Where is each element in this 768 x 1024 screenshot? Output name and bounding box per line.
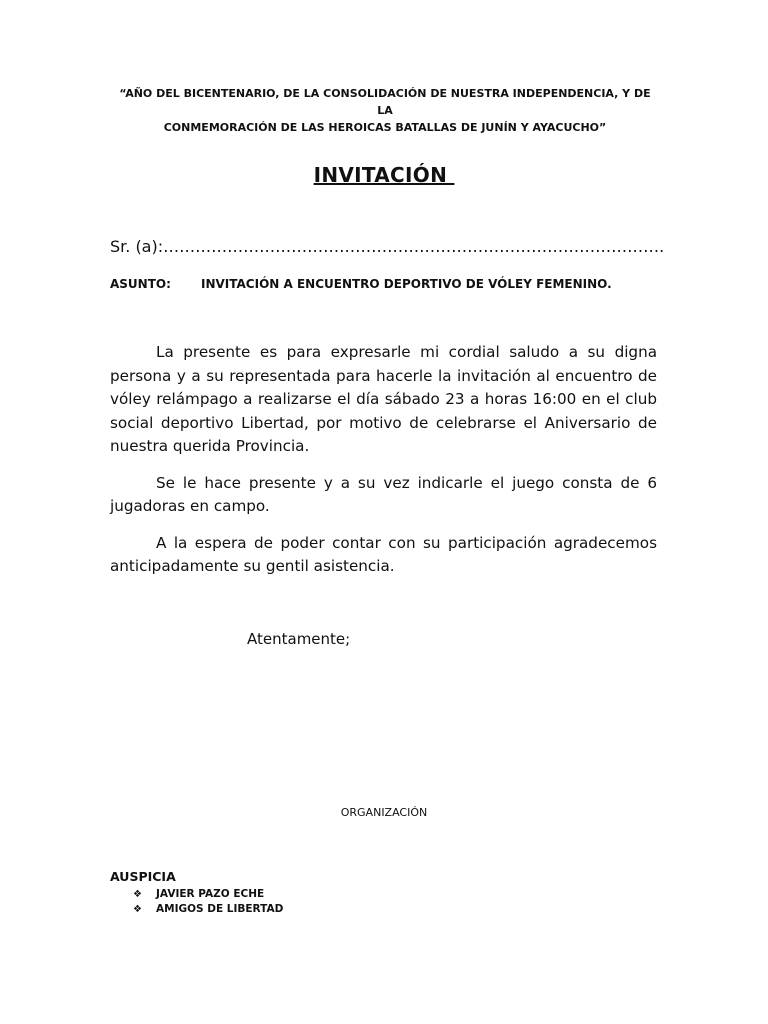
organization-signature: ORGANIZACIÓN — [340, 806, 428, 819]
closing-salutation: Atentamente; — [247, 630, 351, 648]
body-paragraph-2: Se le hace presente y a su vez indicarle el juego consta de 6 jugadoras en campo. — [110, 473, 657, 515]
subject-text: INVITACIÓN A ENCUENTRO DEPORTIVO DE VÓLEY FEMENINO. — [201, 277, 612, 291]
sponsor-name: AMIGOS DE LIBERTAD — [156, 903, 284, 915]
body-paragraph-1: La presente es para expresarle mi cordial saludo a su digna persona y a su representada para hacerle la invitación al encuentro de vóley relámpago a realizarse el día sábado 23 a horas 16:00 en el club social deportivo Libertad, por motivo de celebrarse el Aniversario de nuestra querida Provincia. — [110, 343, 657, 455]
year-motto-line-2: CONMEMORACIÓN DE LAS HEROICAS BATALLAS DE JUNÍN Y AYACUCHO” — [163, 121, 607, 134]
list-item — [133, 887, 283, 902]
recipient-line: Sr. (a):…………………………………………………………………………………. — [110, 237, 665, 256]
list-item — [133, 902, 283, 917]
diamond-bullet-icon: ❖ — [133, 904, 142, 915]
body-paragraph-3: A la espera de poder contar con su participación agradecemos anticipadamente su gentil asistencia. — [110, 533, 657, 575]
diamond-bullet-icon: ❖ — [133, 889, 142, 900]
sponsor-list — [133, 887, 283, 917]
sponsor-heading: AUSPICIA — [110, 869, 176, 884]
letter-body — [110, 341, 657, 592]
subject-label: ASUNTO: — [110, 277, 171, 291]
year-motto — [110, 85, 660, 136]
document-title: INVITACIÓN — [313, 163, 455, 187]
year-motto-line-1: “AÑO DEL BICENTENARIO, DE LA CONSOLIDACIÓN DE NUESTRA INDEPENDENCIA, Y DE LA — [119, 87, 651, 117]
sponsor-name: JAVIER PAZO ECHE — [156, 888, 265, 900]
subject-line — [110, 277, 670, 291]
